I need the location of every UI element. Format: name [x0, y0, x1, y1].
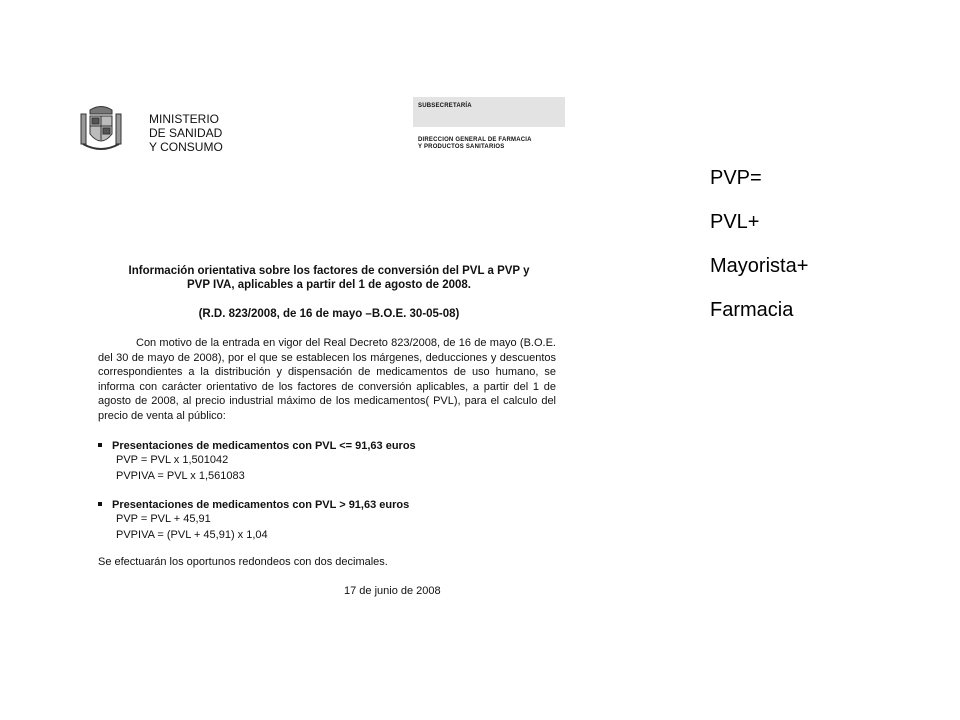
bullet-heading-2-text: Presentaciones de medicamentos con PVL > 91,63 euros — [112, 499, 410, 511]
rounding-note: Se efectuarán los oportunos redondeos con dos decimales. — [98, 556, 388, 568]
bullet-heading-2 — [98, 499, 409, 511]
formula-pvp-2: PVP = PVL + 45,91 — [116, 513, 211, 525]
document-date: 17 de junio de 2008 — [344, 585, 441, 597]
side-label-pvl: PVL+ — [710, 211, 760, 233]
ministry-line-3: Y CONSUMO — [149, 140, 223, 154]
legal-reference: (R.D. 823/2008, de 16 de mayo –B.O.E. 30-05-08) — [198, 308, 460, 320]
bullet-square-icon — [98, 443, 102, 447]
formula-pvpiva-1: PVPIVA = PVL x 1,561083 — [116, 469, 245, 482]
direccion-line-2: Y PRODUCTOS SANITARIOS — [418, 144, 505, 150]
bullet-formulas-2 — [116, 512, 268, 543]
price-composition-labels — [710, 156, 808, 332]
subsecretaria-header-box — [413, 97, 565, 127]
bullet-formulas-1 — [116, 453, 245, 484]
bullet-square-icon — [98, 502, 102, 506]
direccion-line-1: DIRECCION GENERAL DE FARMACIA — [418, 137, 532, 143]
subsecretaria-label: SUBSECRETARÍA — [418, 103, 472, 109]
bullet-heading-1-text: Presentaciones de medicamentos con PVL <= 91,63 euros — [112, 440, 416, 452]
formula-pvpiva-2: PVPIVA = (PVL + 45,91) x 1,04 — [116, 528, 268, 541]
side-label-mayorista: Mayorista+ — [710, 255, 809, 277]
ministry-name — [149, 112, 223, 154]
intro-paragraph: Con motivo de la entrada en vigor del Real Decreto 823/2008, de 16 de mayo (B.O.E. del 30 de mayo de 2008), por el que se establecen los márgenes, deducciones y descuentos correspondientes a la distribución y dispensación de medicamentos de uso humano, se informa con carácter orientativo de los factores de conversión aplicables, a partir del 1 de agosto de 2008, al precio industrial máximo de los medicamentos( PVL), para el calculo del precio de venta al público: — [98, 337, 556, 422]
direccion-general — [418, 137, 532, 151]
title-line-2: PVP IVA, aplicables a partir del 1 de agosto de 2008. — [187, 279, 471, 291]
document-title — [90, 264, 568, 292]
bullet-heading-1 — [98, 440, 416, 452]
ministry-line-2: DE SANIDAD — [149, 126, 223, 140]
ministry-line-1: MINISTERIO — [149, 112, 220, 126]
formula-pvp-1: PVP = PVL x 1,501042 — [116, 454, 229, 466]
side-label-pvp: PVP= — [710, 167, 762, 189]
title-line-1: Información orientativa sobre los factores de conversión del PVL a PVP y — [128, 265, 530, 277]
coat-of-arms-icon — [78, 104, 124, 152]
side-label-farmacia: Farmacia — [710, 299, 794, 321]
